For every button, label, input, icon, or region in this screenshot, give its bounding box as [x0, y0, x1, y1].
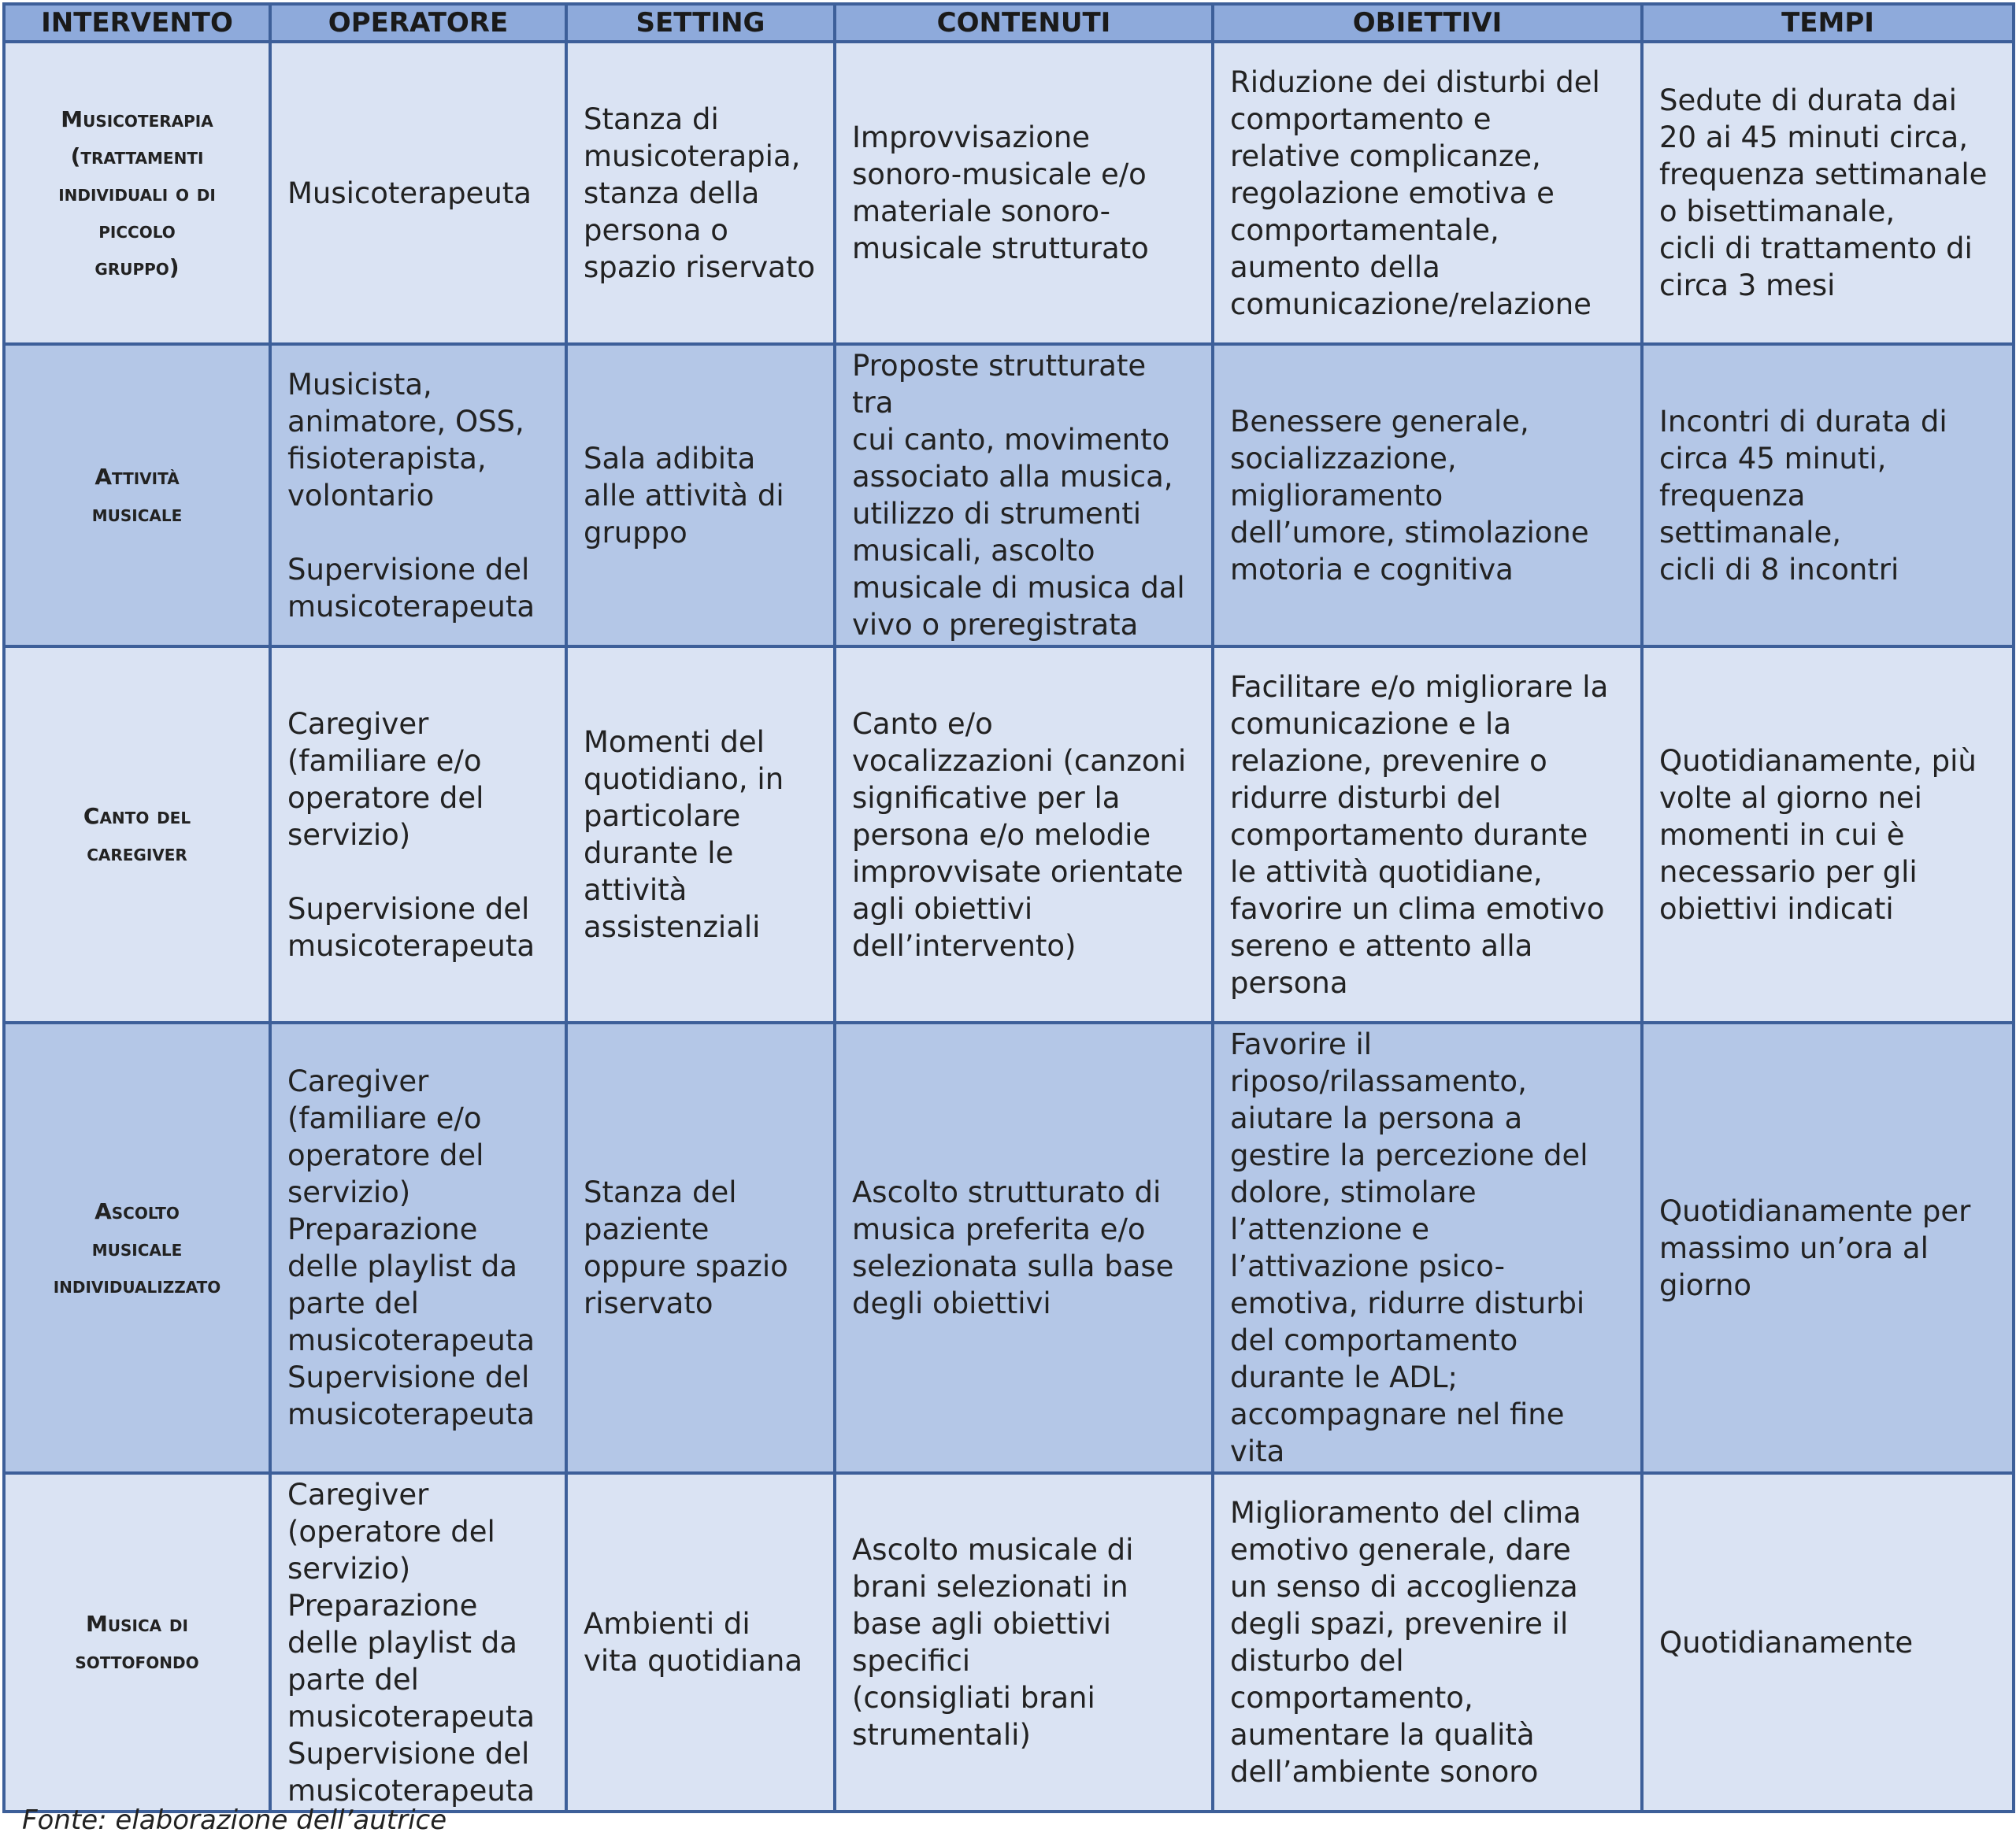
interventions-table	[2, 2, 2015, 1813]
table-row	[4, 1023, 2014, 1473]
table-row	[4, 646, 2014, 1023]
cell-setting: Stanza del paziente oppure spazio riservato	[566, 1023, 835, 1473]
cell-operatore: Caregiver (familiare e/o operatore del servizio) Preparazione delle playlist da parte del musicoterapeuta Supervisione del musicoterapeuta	[270, 1023, 566, 1473]
cell-operatore: Musicista, animatore, OSS, fisioterapista, volontario Supervisione del musicoterapeuta	[270, 344, 566, 646]
header-intervento: INTERVENTO	[4, 4, 270, 42]
cell-tempi: Quotidianamente	[1642, 1473, 2014, 1812]
cell-operatore: Musicoterapeuta	[270, 42, 566, 344]
cell-intervento: Attività musicale	[4, 344, 270, 646]
table-row	[4, 1473, 2014, 1812]
cell-setting: Sala adibita alle attività di gruppo	[566, 344, 835, 646]
cell-contenuti: Ascolto musicale di brani selezionati in base agli obiettivi specifici (consigliati brani strumentali)	[835, 1473, 1213, 1812]
cell-tempi: Sedute di durata dai 20 ai 45 minuti circa, frequenza settimanale o bisettimanale, cicli di trattamento di circa 3 mesi	[1642, 42, 2014, 344]
cell-setting: Stanza di musicoterapia, stanza della persona o spazio riservato	[566, 42, 835, 344]
cell-obiettivi: Miglioramento del clima emotivo generale, dare un senso di accoglienza degli spazi, prevenire il disturbo del comportamento, aumentare la qualità dell’ambiente sonoro	[1213, 1473, 1642, 1812]
cell-intervento: Canto del caregiver	[4, 646, 270, 1023]
cell-operatore: Caregiver (operatore del servizio) Preparazione delle playlist da parte del musicoterapeuta Supervisione del musicoterapeuta	[270, 1473, 566, 1812]
table-row	[4, 344, 2014, 646]
cell-obiettivi: Facilitare e/o migliorare la comunicazione e la relazione, prevenire o ridurre disturbi del comportamento durante le attività quotidiane, favorire un clima emotivo sereno e attento alla persona	[1213, 646, 1642, 1023]
cell-setting: Momenti del quotidiano, in particolare durante le attività assistenziali	[566, 646, 835, 1023]
cell-contenuti: Ascolto strutturato di musica preferita e/o selezionata sulla base degli obiettivi	[835, 1023, 1213, 1473]
cell-intervento: Ascolto musicale individualizzato	[4, 1023, 270, 1473]
header-operatore: OPERATORE	[270, 4, 566, 42]
cell-operatore: Caregiver (familiare e/o operatore del servizio) Supervisione del musicoterapeuta	[270, 646, 566, 1023]
cell-obiettivi: Favorire il riposo/rilassamento, aiutare la persona a gestire la percezione del dolore, stimolare l’attenzione e l’attivazione psico- emotiva, ridurre disturbi del comportamento durante le ADL; accompagnare nel fine vita	[1213, 1023, 1642, 1473]
source-note: Fonte: elaborazione dell’autrice	[22, 1805, 447, 1836]
header-setting: SETTING	[566, 4, 835, 42]
header-obiettivi: OBIETTIVI	[1213, 4, 1642, 42]
cell-obiettivi: Riduzione dei disturbi del comportamento e relative complicanze, regolazione emotiva e comportamentale, aumento della comunicazione/relazione	[1213, 42, 1642, 344]
cell-tempi: Incontri di durata di circa 45 minuti, frequenza settimanale, cicli di 8 incontri	[1642, 344, 2014, 646]
cell-setting: Ambienti di vita quotidiana	[566, 1473, 835, 1812]
cell-intervento: Musica di sottofondo	[4, 1473, 270, 1812]
table-header-row	[4, 4, 2014, 42]
cell-contenuti: Proposte strutturate tra cui canto, movimento associato alla musica, utilizzo di strumenti musicali, ascolto musicale di musica dal vivo o preregistrata	[835, 344, 1213, 646]
header-tempi: TEMPI	[1642, 4, 2014, 42]
header-contenuti: CONTENUTI	[835, 4, 1213, 42]
cell-intervento: Musicoterapia (trattamenti individuali o di piccolo gruppo)	[4, 42, 270, 344]
cell-obiettivi: Benessere generale, socializzazione, miglioramento dell’umore, stimolazione motoria e cognitiva	[1213, 344, 1642, 646]
cell-tempi: Quotidianamente per massimo un’ora al giorno	[1642, 1023, 2014, 1473]
cell-contenuti: Improvvisazione sonoro-musicale e/o materiale sonoro- musicale strutturato	[835, 42, 1213, 344]
cell-tempi: Quotidianamente, più volte al giorno nei momenti in cui è necessario per gli obiettivi indicati	[1642, 646, 2014, 1023]
cell-contenuti: Canto e/o vocalizzazioni (canzoni significative per la persona e/o melodie improvvisate orientate agli obiettivi dell’intervento)	[835, 646, 1213, 1023]
table-row	[4, 42, 2014, 344]
